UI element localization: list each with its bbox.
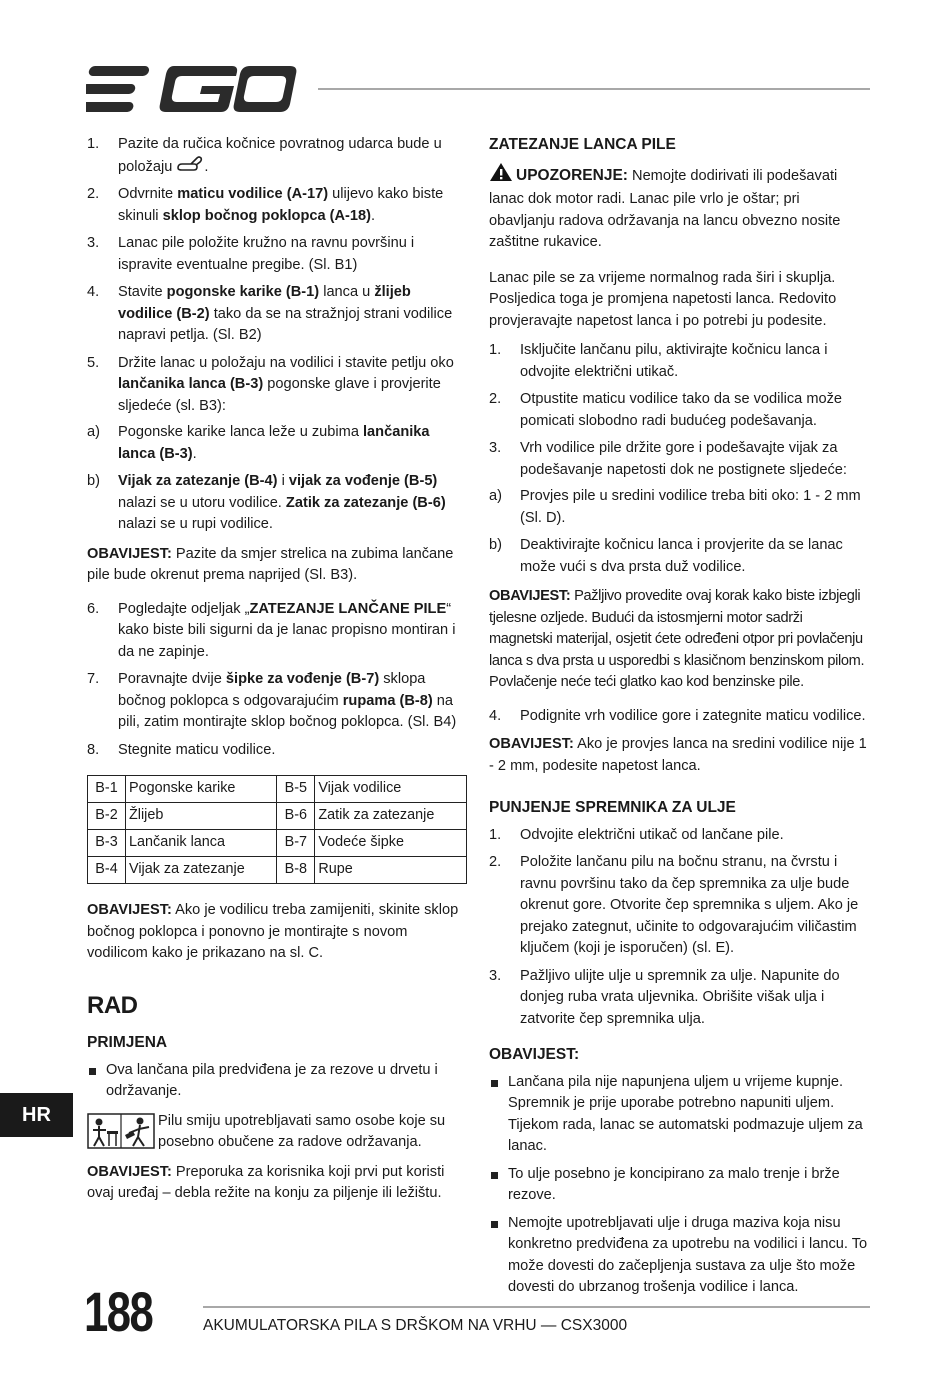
list-item [489,389,869,432]
list-item: Ova lančana pila predviđena je za rezove u drvetu i održavanje. [87,1060,467,1103]
assembly-steps-a [87,134,467,417]
text: Odvrnite [118,186,178,202]
part-code-cell: B-7 [277,830,315,857]
text: nalazi se u utoru vodilice. [118,494,286,511]
bold-text: šipke za vođenje (B-7) [225,671,380,687]
part-name-cell: Rupe [315,857,467,884]
bold-text: maticu vodilice (A-17) [177,186,329,202]
list-item [87,184,467,227]
item-number: 4. [489,707,502,724]
table-row [88,803,467,830]
table-row [88,830,467,857]
text: Pogonske karike lanca leže u zubima [118,424,363,440]
item-number: 7. [87,671,100,687]
bold-text: žlijeb vodilice (B-2) [118,284,411,322]
bold-text: lančanika lanca (B-3) [118,376,264,392]
text: sklopa bočnog poklopca s odgovarajućim [118,671,426,709]
item-number: 4. [87,284,100,300]
part-name-cell: Pogonske karike [126,776,277,803]
part-code-cell: B-8 [277,857,315,884]
bullet-icon [89,1068,96,1075]
ego-logo [86,66,298,117]
oil-steps [489,825,869,1031]
text: nalazi se u rupi vodilice. [118,516,273,532]
part-code-cell: B-4 [88,857,126,884]
text: lanca u [319,284,375,300]
part-code-cell: B-6 [277,803,315,830]
list-item [489,340,869,383]
text: na pili, zatim montirajte sklop bočnog poklopca. (Sl. B4) [118,692,457,730]
item-number: 2. [87,186,100,202]
text: . [192,445,197,462]
text: . [371,207,376,224]
item-number: 5. [87,354,100,371]
text: . [204,158,209,175]
section-title-rad: RAD [87,991,138,1019]
list-item [489,486,869,529]
text: Deaktivirajte kočnicu lanca i provjerite da se lanac može vući s dva prsta duž vodilice. [520,537,843,575]
part-name-cell: Vijak vodilice [315,776,467,803]
item-number: b) [87,473,100,489]
list-item [489,535,869,578]
text: i [277,473,289,489]
bold-text: pogonske karike (B-1) [166,284,320,300]
list-item [489,966,869,1031]
note-sag: OBAVIJEST: Ako je provjes lanca na sredini vodilice nije 1 - 2 mm, podesite napetost lanca. [489,736,867,774]
item-number: a) [87,424,100,440]
part-code-cell: B-5 [277,776,315,803]
language-tab: HR [0,1093,73,1137]
text: Poravnajte dvije [118,671,226,687]
assembly-sub-steps [87,422,467,536]
subsection-title-primjena: PRIMJENA [87,1034,168,1051]
item-number: 1. [87,136,100,152]
title-chain-tension: ZATEZANJE LANCA PILE [489,136,676,153]
item-number: 6. [87,600,100,617]
list-item [87,233,467,276]
text: Nemojte upotrebljavati ulje i druga maziva koja nisu konkretno predviđena za upotrebu na vodilici i lancu. To može dovesti do začepljenja sustava za ulje što može dovesti do ubrzanog trošenja vodilice i lanca. [508,1214,868,1295]
item-number: 1. [489,342,502,358]
bold-text: ZATEZANJE LANČANE PILE [249,600,447,617]
left-column [87,134,467,1213]
application-list [87,1060,467,1103]
page-number: 188 [84,1280,153,1343]
header-rule [318,88,870,90]
list-item [87,669,467,734]
item-number: 1. [489,826,502,843]
assembly-steps-b [87,599,467,762]
text: Provjes pile u sredini vodilice treba biti oko: 1 - 2 mm (Sl. D). [520,488,861,526]
item-number: a) [489,488,502,504]
tension-sub-steps [489,486,869,578]
bullet-icon [491,1172,498,1179]
text: ulijevo kako biste skinuli [118,186,444,224]
tension-steps-a [489,340,869,481]
text: Držite lanac u položaju na vodilici i stavite petlju oko [118,354,454,371]
text: Isključite lančanu pilu, aktivirajte kočnicu lanca i odvojite električni utikač. [520,342,828,380]
list-item [489,706,869,728]
item-number: 8. [87,741,100,758]
brake-unlocked-icon [176,159,204,175]
warning-icon [489,162,513,190]
right-column [489,134,869,1307]
part-code-cell: B-1 [88,776,126,803]
bold-text: lančanika lanca (B-3) [118,424,430,462]
text: pogonske glave i provjerite sljedeće (sl. B3): [118,376,441,414]
list-item [489,1072,869,1158]
list-item [87,740,467,762]
part-name-cell: Vijak za zatezanje [126,857,277,884]
oil-note-list [489,1072,869,1299]
text: Vrh vodilice pile držite gore i podešavajte vijak za podešavanje napetosti dok ne postignete sljedeće: [520,440,847,478]
text: Lančana pila nije napunjena uljem u vrijeme kupnje. Spremnik je prije uporabe potrebno napuniti uljem. Tijekom rada, lanac se automatski podmazuje uljem za lanac. [508,1073,863,1154]
part-code-cell: B-3 [88,830,126,857]
text: Otpustite maticu vodilice tako da se vodilica može pomicati slobodno radi budućeg podešavanja. [520,391,843,429]
part-name-cell: Zatik za zatezanje [315,803,467,830]
footer-rule [203,1306,870,1308]
note-bar-replacement: OBAVIJEST: Ako je vodilicu treba zamijeniti, skinite sklop bočnog poklopca i ponovno je montirajte s novom vodilicom kako je prikazano na sl. C. [87,902,459,961]
list-item [87,134,467,178]
text: Pažljivo ulijte ulje u spremnik za ulje. Napunite do donjeg ruba vrata uljevnika. Obrišite višak ulja i zatvorite čep spremnika ulja. [520,967,840,1027]
list-item [489,825,869,847]
text: “ kako biste bili sigurni da je lanac propisno montiran i da ne zapinje. [118,600,456,660]
item-number: 3. [87,235,100,251]
list-item [489,1164,869,1207]
parts-table [87,775,467,884]
table-row [88,776,467,803]
bold-text: sklop bočnog poklopca (A-18) [162,207,371,224]
bullet-icon [491,1221,498,1228]
footer-title: AKUMULATORSKA PILA S DRŠKOM NA VRHU — CSX3000 [203,1317,628,1334]
text: Lanac pile položite kružno na ravnu površinu i ispravite eventualne pregibe. (Sl. B1) [118,235,415,273]
item-number: 3. [489,440,502,456]
bold-text: Vijak za zatezanje (B-4) [118,473,278,489]
bold-text: vijak za vođenje (B-5) [288,473,438,489]
text: To ulje posebno je koncipirano za malo trenje i brže rezove. [508,1165,840,1203]
text: Položite lančanu pilu na bočnu stranu, na čvrstu i ravnu površinu tako da čep spremnika za ulje bude okrenut gore. Otvorite čep spremnika s uljem. Ako je prejako zategnut, učinite to odgovarajućim viličastim ključem (koji je isporučen) (sl. E). [520,854,859,956]
text: Pogledajte odjeljak „ [118,600,250,617]
list-item [87,353,467,418]
tension-steps-b [489,706,869,728]
item-number: 2. [489,854,502,870]
bullet-icon [491,1080,498,1087]
list-item [87,282,467,347]
text: Stegnite maticu vodilice. [118,741,276,758]
title-oil-tank: PUNJENJE SPREMNIKA ZA ULJE [489,799,736,816]
text: Odvojite električni utikač od lančane pile. [520,826,784,843]
text: Podignite vrh vodilice gore i zategnite maticu vodilice. [520,707,866,724]
tension-intro: Lanac pile se za vrijeme normalnog rada širi i skuplja. Posljedica toga je promjena napetosti lanca. Redovito provjeravajte napetost lanca i po potrebi ju podesite. [489,269,837,329]
list-item [87,422,467,465]
bold-text: Zatik za zatezanje (B-6) [285,494,446,511]
part-name-cell: Vodeće šipke [315,830,467,857]
list-item [489,438,869,481]
oil-note-title: OBAVIJEST: [489,1046,580,1063]
bold-text: rupama (B-8) [342,692,433,709]
table-row [88,857,467,884]
part-code-cell: B-2 [88,803,126,830]
note-sawhorse: OBAVIJEST: Preporuka za korisnika koji prvi put koristi ovaj uređaj – debla režite na konju za piljenje ili ležištu. [87,1163,445,1201]
list-item [87,599,467,664]
note-magnetic-resistance: OBAVIJEST: Pažljivo provedite ovaj korak kako biste izbjegli tjelesne ozljede. Budući da istosmjerni motor sadrži magnetski materijal, osjetit ćete određeni otpor pri povlačenju lanca s dva prsta u usporedbi s klasičnom benzinskom pilom. Povlačenje neće teći glatko kao kod benzinske pile. [489,588,865,690]
trained-operators-note: Pilu smiju upotrebljavati samo osobe koje su posebno obučene za radove održavanja. [87,1111,467,1154]
note-arrow-direction: OBAVIJEST: Pazite da smjer strelica na zubima lančane pile bude okrenut prema naprijed (Sl. B3). [87,545,454,583]
list-item [87,471,467,536]
item-number: 3. [489,967,502,984]
text: Stavite [118,284,167,300]
list-item [489,1213,869,1299]
item-number: b) [489,537,502,553]
list-item [489,852,869,960]
warning-block: UPOZORENJE: Nemojte dodirivati ili podešavati lanac dok motor radi. Lanac pile vrlo je oštar; pri obavljanju radova održavanja na lancu obvezno nosite zaštitne rukavice. [489,162,869,254]
part-name-cell: Lančanik lanca [126,830,277,857]
text: tako da se na stražnjoj strani vodilice napravi petlja. (Sl. B2) [118,305,453,343]
trained-person-pictogram-icon [87,1113,155,1157]
item-number: 2. [489,391,502,407]
text: Pazite da ručica kočnice povratnog udarca bude u položaju [118,136,442,175]
part-name-cell: Žlijeb [126,803,277,830]
